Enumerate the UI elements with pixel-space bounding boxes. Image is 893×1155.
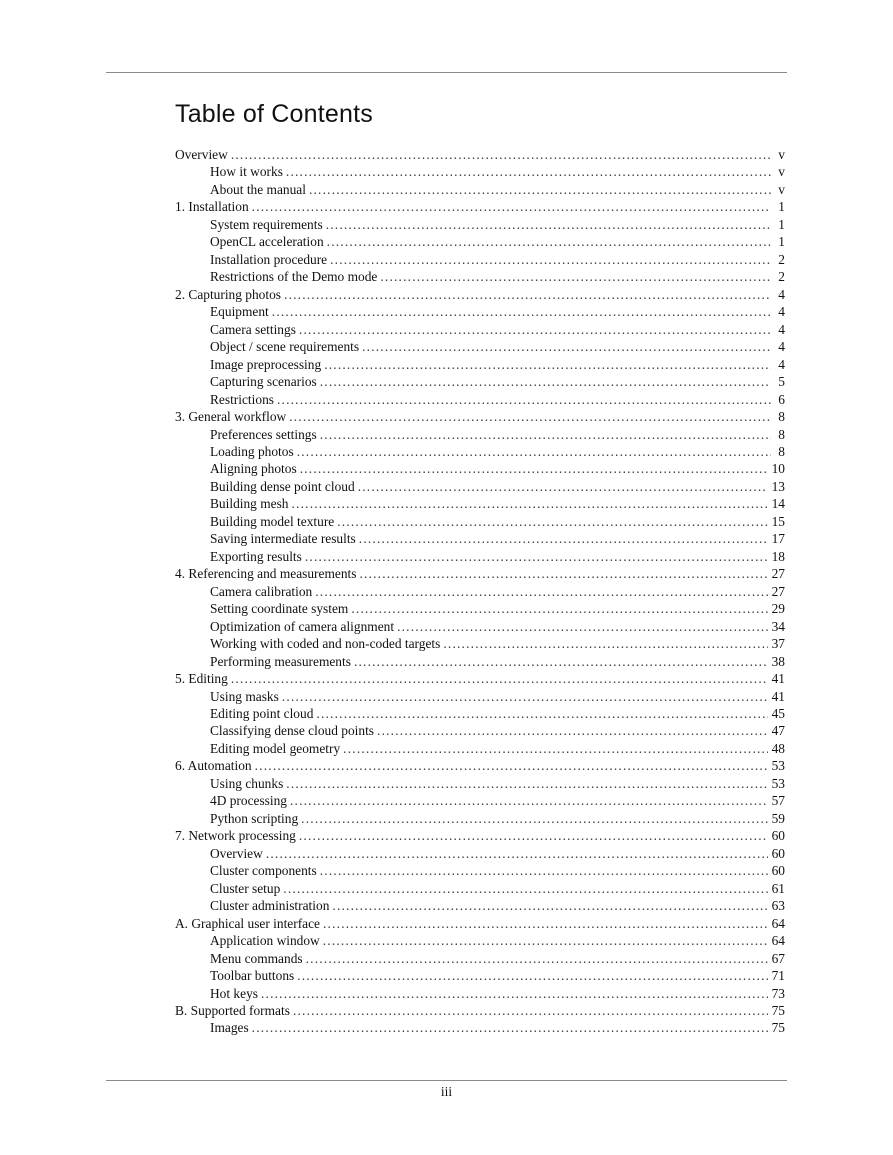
dot-leader	[323, 915, 768, 932]
dot-leader	[299, 827, 768, 844]
toc-entry-label: Loading photos	[210, 443, 297, 460]
toc-entry-label: Image preprocessing	[210, 356, 324, 373]
toc-entry-page: 13	[771, 478, 785, 494]
toc-entry-label: Object / scene requirements	[210, 338, 362, 355]
toc-entry-page: 60	[771, 845, 785, 861]
toc-entry-page: 75	[771, 1002, 785, 1018]
toc-entry-label: Classifying dense cloud points	[210, 722, 377, 739]
toc-subsection-entry[interactable]	[175, 530, 787, 547]
toc-subsection-entry[interactable]	[175, 705, 787, 722]
toc-subsection-entry[interactable]	[175, 897, 787, 914]
toc-subsection-entry[interactable]	[175, 722, 787, 739]
toc-entry-page: 61	[771, 880, 785, 896]
toc-subsection-entry[interactable]	[175, 426, 787, 443]
toc-entry-page: 47	[771, 723, 785, 739]
dot-leader	[327, 233, 771, 250]
toc-entry-label: Toolbar buttons	[210, 967, 297, 984]
toc-entry-label: Python scripting	[210, 810, 301, 827]
toc-subsection-entry[interactable]	[175, 251, 787, 268]
toc-subsection-entry[interactable]	[175, 356, 787, 373]
toc-entry-page: 45	[771, 706, 785, 721]
dot-leader	[255, 757, 768, 774]
dot-leader	[309, 181, 771, 198]
toc-subsection-entry[interactable]	[175, 810, 787, 827]
dot-leader	[231, 670, 768, 687]
dot-leader	[380, 268, 771, 285]
toc-chapter-entry[interactable]	[175, 146, 787, 163]
dot-leader	[337, 513, 767, 530]
toc-entry-label: Performing measurements	[210, 653, 354, 670]
dot-leader	[292, 495, 768, 512]
toc-entry-label: 1. Installation	[175, 198, 252, 215]
toc-entry-page: 41	[771, 688, 785, 704]
toc-entry-page: 4	[778, 304, 785, 320]
toc-entry-label: B. Supported formats	[175, 1002, 293, 1019]
toc-entry-label: Optimization of camera alignment	[210, 618, 397, 635]
toc-entry-label: Preferences settings	[210, 426, 320, 443]
dot-leader	[320, 373, 771, 390]
dot-leader	[290, 792, 768, 809]
dot-leader	[351, 600, 767, 617]
toc-entry-page: 14	[771, 496, 785, 512]
dot-leader	[252, 1019, 768, 1036]
toc-entry-page: 27	[771, 566, 785, 582]
toc-entry-label: A. Graphical user interface	[175, 915, 323, 932]
dot-leader	[377, 722, 768, 739]
toc-subsection-entry[interactable]	[175, 985, 787, 1002]
dot-leader	[320, 426, 771, 443]
toc-entry-page: 27	[771, 583, 785, 599]
toc-entry-label: Overview	[210, 845, 266, 862]
toc-entry-page: 60	[771, 828, 785, 844]
header-rule	[106, 72, 787, 73]
dot-leader	[320, 862, 768, 879]
toc-subsection-entry[interactable]	[175, 373, 787, 390]
page-number: iii	[440, 1084, 453, 1099]
dot-leader	[323, 932, 768, 949]
toc-chapter-entry[interactable]	[175, 286, 787, 303]
toc-entry-label: Aligning photos	[210, 460, 300, 477]
toc-entry-label: Building dense point cloud	[210, 478, 358, 495]
toc-entry-label: Building mesh	[210, 495, 292, 512]
toc-entry-label: Hot keys	[210, 985, 261, 1002]
toc-entry-label: Working with coded and non-coded targets	[210, 635, 443, 652]
dot-leader	[316, 705, 767, 722]
dot-leader	[297, 967, 767, 984]
dot-leader	[358, 478, 768, 495]
toc-entry-page: 53	[771, 775, 785, 791]
dot-leader	[299, 321, 771, 338]
toc-entry-page: 38	[771, 653, 785, 669]
toc-entry-page: 34	[771, 618, 785, 634]
toc-entry-page: 75	[771, 1020, 785, 1036]
toc-entry-page: 4	[778, 356, 785, 372]
toc-subsection-entry[interactable]	[175, 950, 787, 967]
toc-subsection-entry[interactable]	[175, 775, 787, 792]
toc-entry-label: Menu commands	[210, 950, 306, 967]
toc-subsection-entry[interactable]	[175, 635, 787, 652]
toc-chapter-entry[interactable]	[175, 408, 787, 425]
toc-entry-page: 71	[771, 968, 785, 984]
toc-subsection-entry[interactable]	[175, 600, 787, 617]
toc-entry-label: About the manual	[210, 181, 309, 198]
dot-leader	[284, 286, 771, 303]
toc-subsection-entry[interactable]	[175, 233, 787, 250]
toc-entry-page: 8	[778, 426, 785, 442]
dot-leader	[231, 146, 771, 163]
dot-leader	[324, 356, 771, 373]
toc-subsection-entry[interactable]	[175, 181, 787, 198]
dot-leader	[362, 338, 771, 355]
toc-chapter-entry[interactable]	[175, 757, 787, 774]
toc-chapter-entry[interactable]	[175, 670, 787, 687]
toc-subsection-entry[interactable]	[175, 338, 787, 355]
table-of-contents	[175, 146, 787, 1037]
toc-entry-label: Camera settings	[210, 321, 299, 338]
toc-entry-page: 15	[771, 513, 785, 529]
toc-entry-page: 57	[771, 793, 785, 809]
toc-subsection-entry[interactable]	[175, 443, 787, 460]
dot-leader	[252, 198, 771, 215]
dot-leader	[326, 216, 771, 233]
dot-leader	[315, 583, 767, 600]
toc-entry-page: 37	[771, 636, 785, 652]
toc-entry-label: Setting coordinate system	[210, 600, 351, 617]
toc-subsection-entry[interactable]	[175, 495, 787, 512]
toc-subsection-entry[interactable]	[175, 321, 787, 338]
toc-entry-label: Saving intermediate results	[210, 530, 359, 547]
dot-leader	[293, 1002, 768, 1019]
dot-leader	[305, 548, 768, 565]
toc-entry-label: OpenCL acceleration	[210, 233, 327, 250]
toc-entry-page: 53	[771, 758, 785, 774]
toc-entry-page: v	[778, 147, 785, 162]
toc-subsection-entry[interactable]	[175, 618, 787, 635]
toc-entry-label: Cluster components	[210, 862, 320, 879]
toc-entry-label: Using masks	[210, 688, 282, 705]
toc-entry-label: Overview	[175, 146, 231, 163]
dot-leader	[277, 391, 771, 408]
toc-subsection-entry[interactable]	[175, 653, 787, 670]
toc-subsection-entry[interactable]	[175, 792, 787, 809]
toc-subsection-entry[interactable]	[175, 1019, 787, 1036]
toc-entry-page: 2	[778, 251, 785, 267]
toc-subsection-entry[interactable]	[175, 688, 787, 705]
toc-entry-label: System requirements	[210, 216, 326, 233]
toc-entry-label: Exporting results	[210, 548, 305, 565]
toc-entry-page: 48	[771, 740, 785, 756]
toc-entry-page: 63	[771, 898, 785, 914]
toc-entry-label: 5. Editing	[175, 670, 231, 687]
toc-subsection-entry[interactable]	[175, 967, 787, 984]
toc-chapter-entry[interactable]	[175, 1002, 787, 1019]
toc-entry-label: 3. General workflow	[175, 408, 289, 425]
toc-entry-label: 2. Capturing photos	[175, 286, 284, 303]
toc-chapter-entry[interactable]	[175, 915, 787, 932]
toc-entry-page: 1	[778, 234, 785, 250]
toc-entry-label: Editing point cloud	[210, 705, 316, 722]
toc-entry-page: 64	[771, 933, 785, 949]
toc-entry-label: Cluster setup	[210, 880, 283, 897]
toc-entry-page: v	[778, 181, 785, 197]
toc-entry-page: 29	[771, 601, 785, 617]
toc-entry-label: Using chunks	[210, 775, 286, 792]
toc-entry-page: 64	[771, 915, 785, 931]
toc-subsection-entry[interactable]	[175, 880, 787, 897]
toc-subsection-entry[interactable]	[175, 163, 787, 180]
toc-entry-page: 8	[778, 443, 785, 459]
toc-entry-label: Editing model geometry	[210, 740, 343, 757]
dot-leader	[266, 845, 768, 862]
toc-subsection-entry[interactable]	[175, 740, 787, 757]
toc-entry-label: How it works	[210, 163, 286, 180]
page-title: Table of Contents	[175, 100, 373, 128]
dot-leader	[354, 653, 768, 670]
toc-entry-page: 4	[778, 321, 785, 337]
dot-leader	[283, 880, 767, 897]
toc-entry-label: Camera calibration	[210, 583, 315, 600]
toc-subsection-entry[interactable]	[175, 391, 787, 408]
toc-entry-label: Installation procedure	[210, 251, 330, 268]
dot-leader	[272, 303, 771, 320]
toc-entry-page: 2	[778, 269, 785, 285]
dot-leader	[343, 740, 767, 757]
dot-leader	[286, 163, 771, 180]
dot-leader	[282, 688, 768, 705]
toc-entry-label: 7. Network processing	[175, 827, 299, 844]
toc-entry-label: Equipment	[210, 303, 272, 320]
toc-subsection-entry[interactable]	[175, 216, 787, 233]
toc-subsection-entry[interactable]	[175, 460, 787, 477]
toc-entry-page: 4	[778, 339, 785, 355]
toc-entry-page: 4	[778, 286, 785, 302]
toc-entry-label: Restrictions of the Demo mode	[210, 268, 380, 285]
toc-entry-page: 73	[771, 985, 785, 1001]
dot-leader	[332, 897, 767, 914]
dot-leader	[289, 408, 771, 425]
toc-entry-label: Capturing scenarios	[210, 373, 320, 390]
dot-leader	[397, 618, 768, 635]
toc-entry-label: Application window	[210, 932, 323, 949]
toc-entry-page: 10	[771, 461, 785, 477]
toc-entry-page: 1	[778, 199, 785, 215]
toc-subsection-entry[interactable]	[175, 303, 787, 320]
dot-leader	[443, 635, 767, 652]
dot-leader	[297, 443, 771, 460]
dot-leader	[300, 460, 768, 477]
toc-entry-label: 6. Automation	[175, 757, 255, 774]
dot-leader	[330, 251, 771, 268]
dot-leader	[286, 775, 767, 792]
dot-leader	[359, 530, 768, 547]
toc-subsection-entry[interactable]	[175, 583, 787, 600]
dot-leader	[306, 950, 768, 967]
toc-entry-page: 59	[771, 810, 785, 826]
dot-leader	[301, 810, 767, 827]
dot-leader	[359, 565, 767, 582]
toc-subsection-entry[interactable]	[175, 478, 787, 495]
toc-chapter-entry[interactable]	[175, 827, 787, 844]
toc-subsection-entry[interactable]	[175, 548, 787, 565]
toc-entry-page: 5	[778, 374, 785, 390]
toc-entry-label: 4. Referencing and measurements	[175, 565, 359, 582]
toc-entry-page: 6	[778, 391, 785, 407]
toc-entry-page: v	[778, 164, 785, 180]
toc-entry-page: 1	[778, 216, 785, 232]
toc-subsection-entry[interactable]	[175, 513, 787, 530]
toc-entry-page: 17	[771, 531, 785, 547]
toc-entry-label: Building model texture	[210, 513, 337, 530]
toc-entry-label: 4D processing	[210, 792, 290, 809]
toc-subsection-entry[interactable]	[175, 932, 787, 949]
toc-entry-page: 60	[771, 863, 785, 879]
toc-subsection-entry[interactable]	[175, 845, 787, 862]
footer-rule	[106, 1080, 787, 1081]
toc-entry-page: 41	[771, 671, 785, 687]
toc-chapter-entry[interactable]	[175, 198, 787, 215]
toc-subsection-entry[interactable]	[175, 268, 787, 285]
toc-entry-label: Restrictions	[210, 391, 277, 408]
toc-entry-page: 8	[778, 409, 785, 425]
toc-entry-page: 67	[771, 950, 785, 966]
toc-subsection-entry[interactable]	[175, 862, 787, 879]
toc-entry-label: Cluster administration	[210, 897, 332, 914]
toc-entry-page: 18	[771, 548, 785, 564]
toc-entry-label: Images	[210, 1019, 252, 1036]
toc-chapter-entry[interactable]	[175, 565, 787, 582]
dot-leader	[261, 985, 768, 1002]
